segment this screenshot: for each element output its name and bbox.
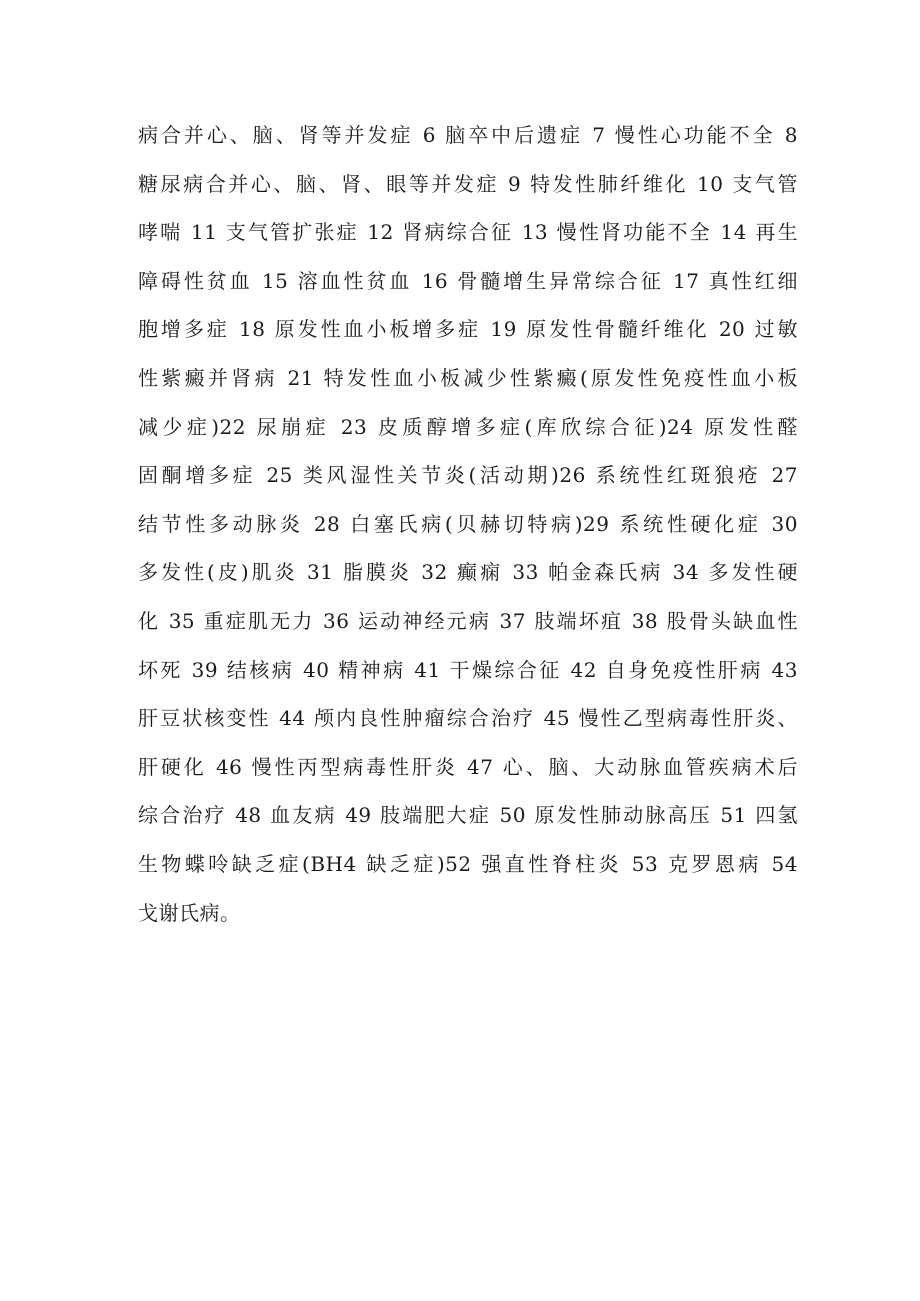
paragraph-line: 坏死 39 结核病 40 精神病 41 干燥综合征 42 自身免疫性肝病 43 <box>138 657 798 682</box>
paragraph-line: 固酮增多症 25 类风湿性关节炎(活动期)26 系统性红斑狼疮 27 <box>138 463 798 488</box>
paragraph-line: 综合治疗 48 血友病 49 肢端肥大症 50 原发性肺动脉高压 51 四氢 <box>138 803 798 828</box>
paragraph-line: 障碍性贫血 15 溶血性贫血 16 骨髓增生异常综合征 17 真性红细 <box>138 268 798 293</box>
paragraph-line: 减少症)22 尿崩症 23 皮质醇增多症(库欣综合征)24 原发性醛 <box>138 414 798 439</box>
paragraph-line: 多发性(皮)肌炎 31 脂膜炎 32 癫痫 33 帕金森氏病 34 多发性硬 <box>138 560 798 585</box>
paragraph-line: 糖尿病合并心、脑、肾、眼等并发症 9 特发性肺纤维化 10 支气管 <box>138 171 798 196</box>
disease-list-paragraph <box>138 118 798 944</box>
paragraph-line: 肝硬化 46 慢性丙型病毒性肝炎 47 心、脑、大动脉血管疾病术后 <box>138 754 798 779</box>
paragraph-line: 结节性多动脉炎 28 白塞氏病(贝赫切特病)29 系统性硬化症 30 <box>138 511 798 536</box>
paragraph-line: 胞增多症 18 原发性血小板增多症 19 原发性骨髓纤维化 20 过敏 <box>138 317 798 342</box>
paragraph-line: 病合并心、脑、肾等并发症 6 脑卒中后遗症 7 慢性心功能不全 8 <box>138 123 798 147</box>
paragraph-line: 生物蝶呤缺乏症(BH4 缺乏症)52 强直性脊柱炎 53 克罗恩病 54 <box>138 851 798 876</box>
paragraph-line: 性紫癜并肾病 21 特发性血小板减少性紫癜(原发性免疫性血小板 <box>138 365 798 390</box>
paragraph-line: 肝豆状核变性 44 颅内良性肿瘤综合治疗 45 慢性乙型病毒性肝炎、 <box>138 706 798 731</box>
paragraph-line: 哮喘 11 支气管扩张症 12 肾病综合征 13 慢性肾功能不全 14 再生 <box>138 220 798 245</box>
paragraph-line: 戈谢氏病。 <box>138 900 241 925</box>
paragraph-line: 化 35 重症肌无力 36 运动神经元病 37 肢端坏疽 38 股骨头缺血性 <box>138 608 798 633</box>
